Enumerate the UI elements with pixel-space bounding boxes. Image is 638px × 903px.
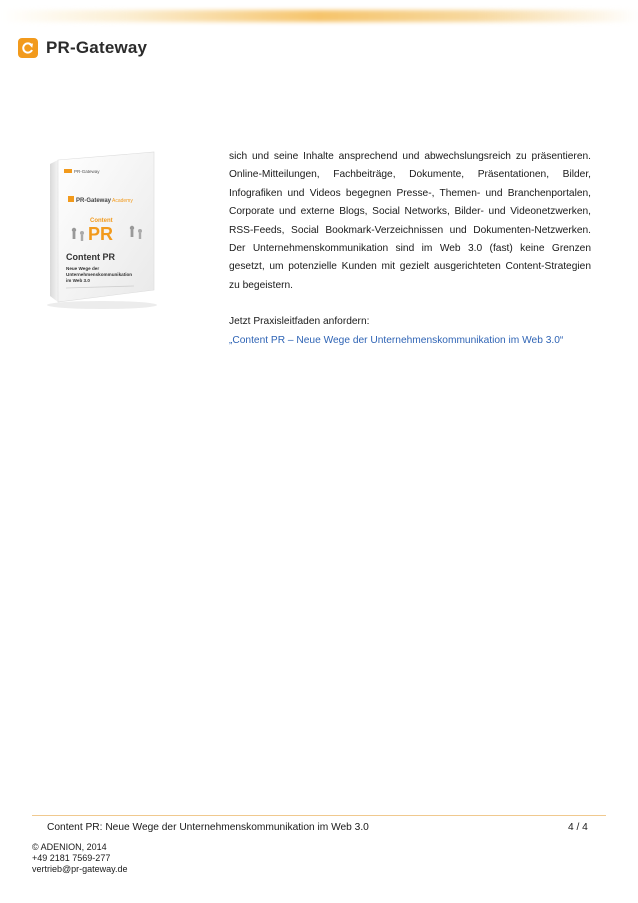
book-badge-small: Content [90,218,113,224]
book-subtitle-line-2: Unternehmenskommunikation [66,272,133,277]
book-brand: PR-Gateway [76,198,112,204]
header-decoration [0,10,638,22]
book-brand-tag: Academy [112,198,133,204]
book-badge-big: PR [88,224,114,244]
copyright: © ADENION, 2014 [32,842,107,852]
book-title: Content PR [66,252,115,262]
footer-title: Content PR: Neue Wege der Unternehmenskommunikation im Web 3.0 [47,822,369,833]
main-content [229,148,591,350]
body-paragraph: sich und seine Inhalte ansprechend und abwechslungsreich zu präsentieren. Online-Mitteilungen, Fachbeiträge, Dokumente, Präsentationen, Bilder, Infografiken und Videos begegnen Presse-, Themen- und Branchenportalen, Corporate und externe Blogs, Social Networks, Bilder- und Videonetzwerken, RSS-Feeds, Social Bookmark-Verzeichnissen und Dokumenten-Netzwerken. Der Unternehmenskommunikation sind im Web 3.0 (fast) keine Grenzen gesetzt, um potenzielle Kunden mit gezielt ausgerichteten Content-Strategien zu begeistern. [229,151,591,291]
cta-link[interactable]: „Content PR – Neue Wege der Unternehmenskommunikation im Web 3.0“ [229,334,564,346]
footer-contact [32,842,128,875]
brand-name: PR-Gateway [46,38,148,57]
phone-number: +49 2181 7569-277 [32,853,111,863]
page-number: 4 / 4 [568,822,588,833]
book-brand-small: PR-Gateway [74,169,100,174]
book-subtitle-line-1: Neue Wege der [66,266,100,271]
pr-gateway-logo-icon [18,38,38,58]
book-cover-image [44,150,162,310]
logo [18,36,147,60]
cta-label: Jetzt Praxisleitfaden anfordern: [229,316,370,328]
book-subtitle-line-3: im Web 3.0 [66,278,90,283]
footer-divider [32,815,606,816]
email-address[interactable]: vertrieb@pr-gateway.de [32,864,128,874]
